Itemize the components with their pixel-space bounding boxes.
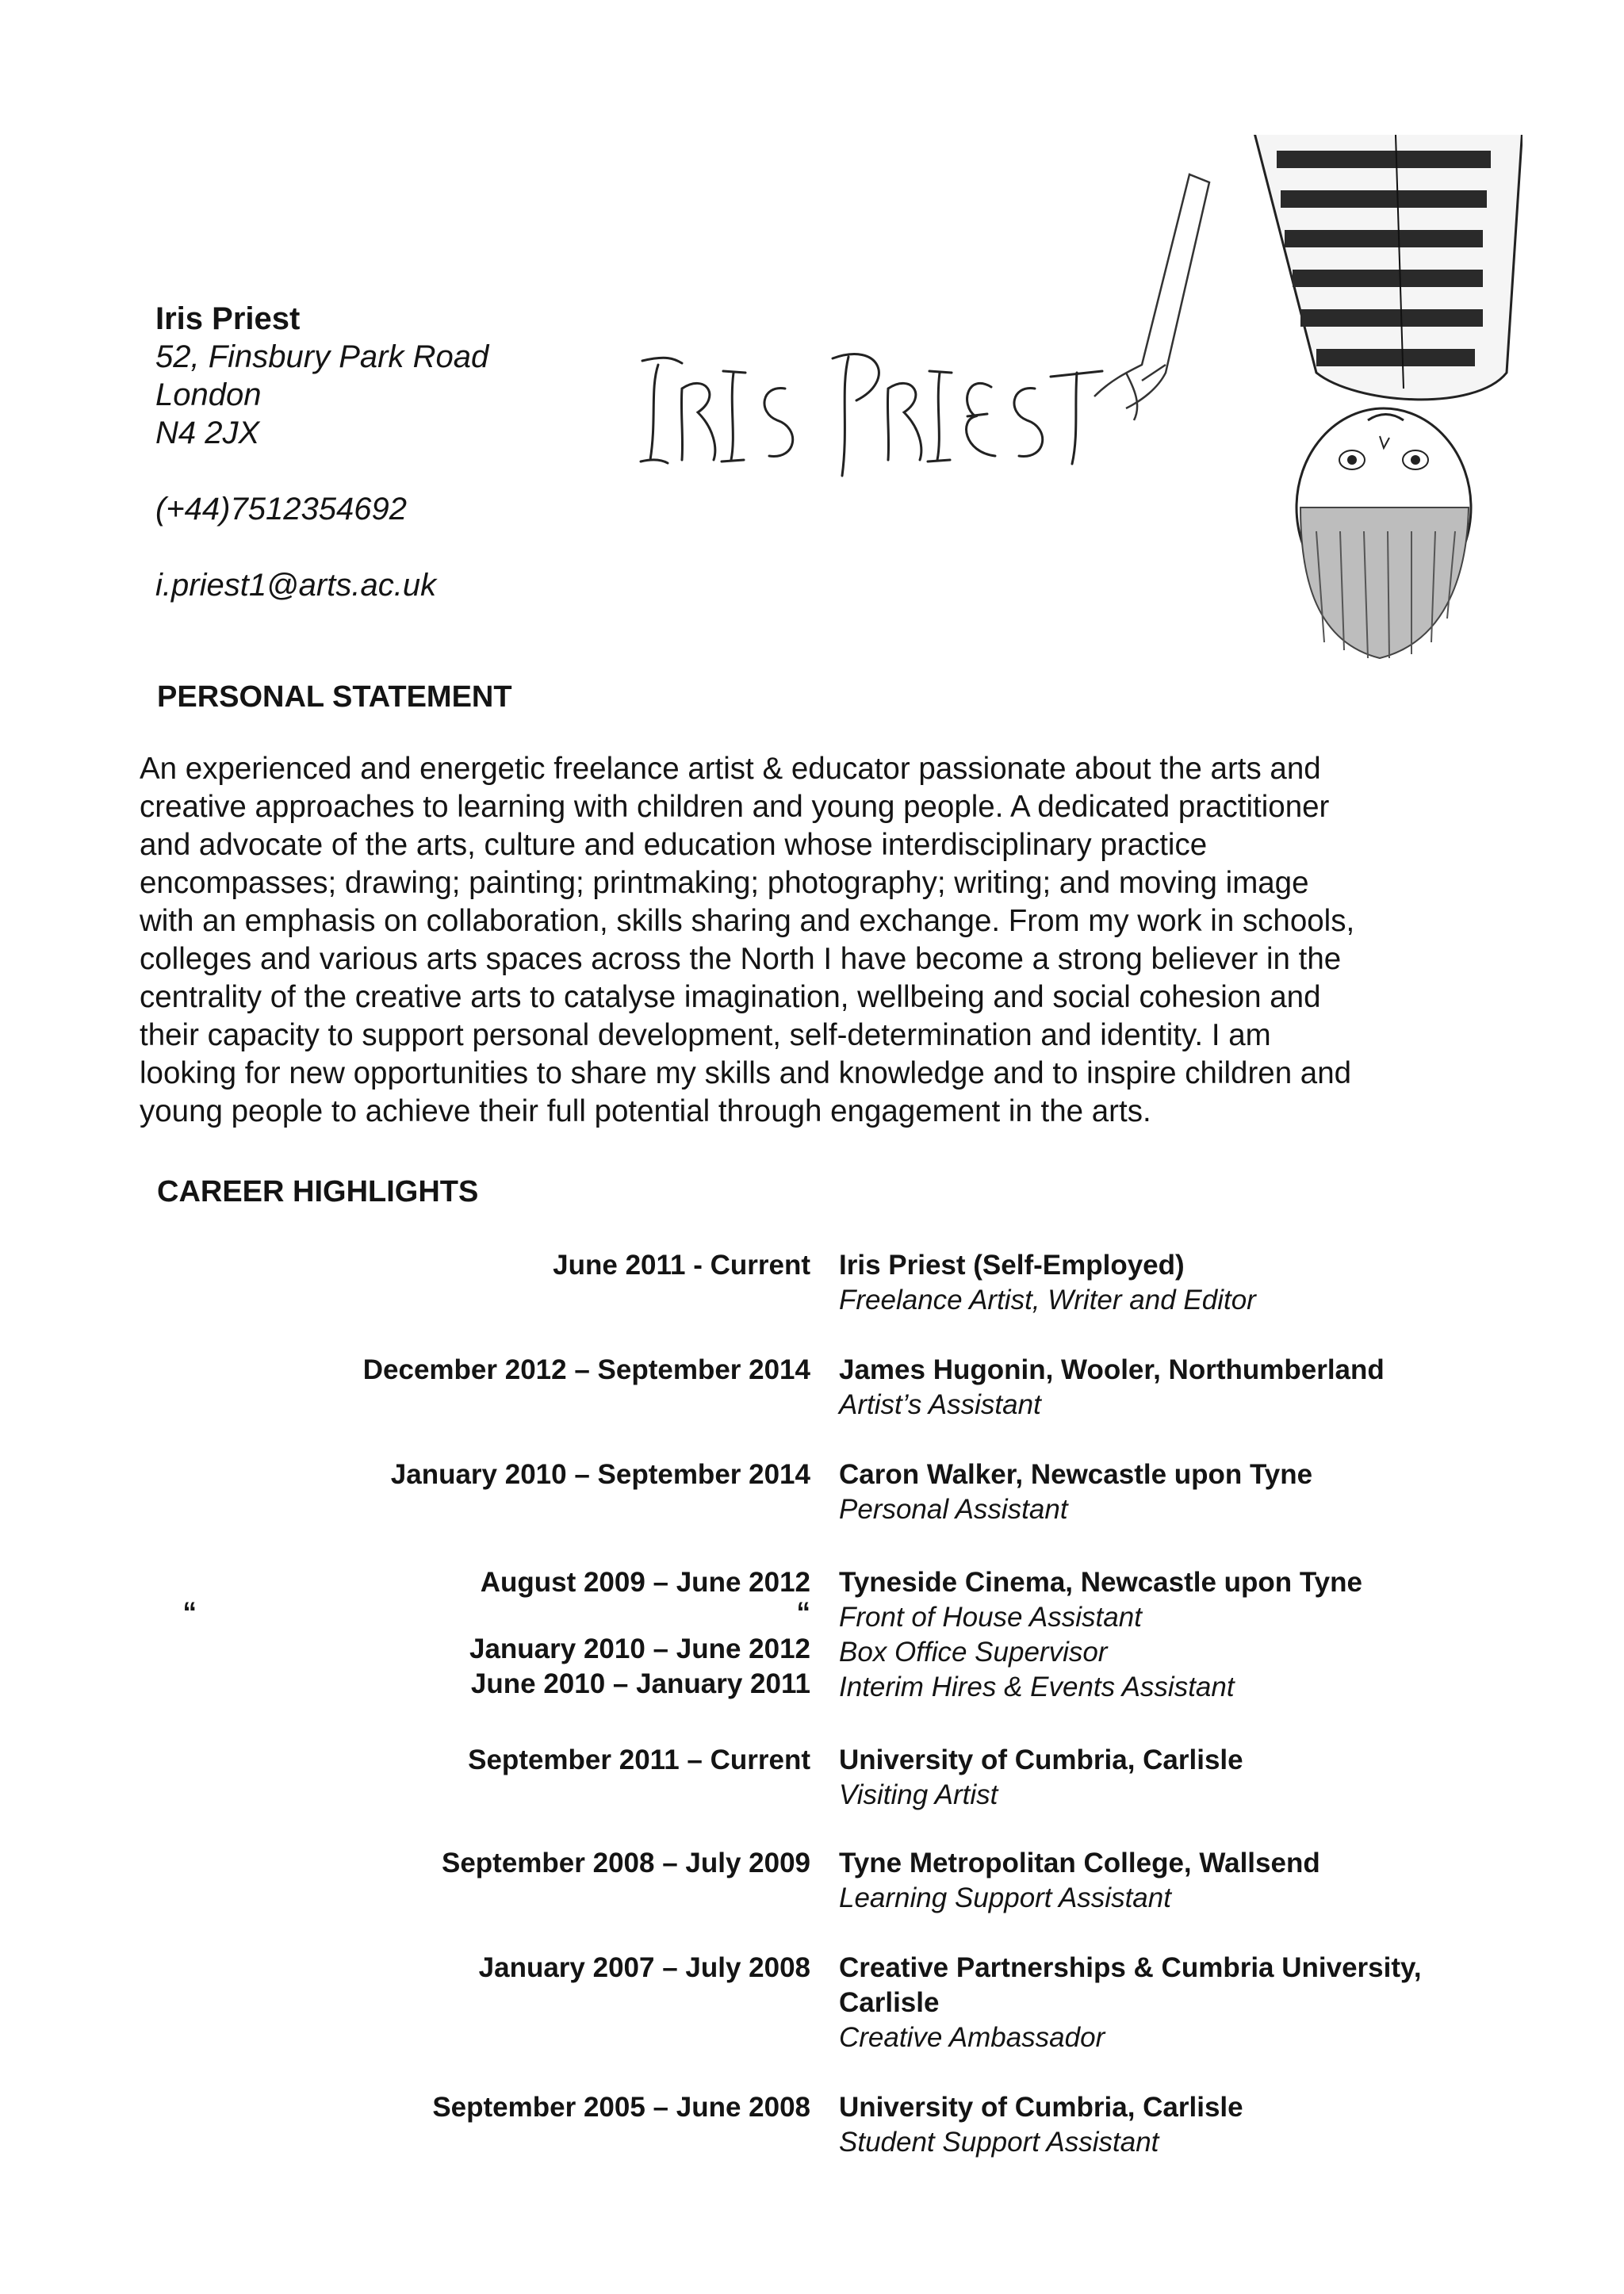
contact-block: [155, 300, 488, 604]
statement-line: encompasses; drawing; painting; printmaking; photography; writing; and moving image: [140, 866, 1309, 900]
entry-role: Student Support Assistant: [839, 2127, 1159, 2158]
applicant-name: Iris Priest: [155, 301, 301, 336]
statement-line: their capacity to support personal development, self-determination and identity. I am: [140, 1018, 1271, 1052]
statement-line: young people to achieve their full potential through engagement in the arts.: [140, 1094, 1151, 1128]
entry-dates: September 2008 – July 2009: [441, 1848, 810, 1878]
statement-line: and advocate of the arts, culture and education whose interdisciplinary practice: [140, 828, 1208, 862]
entry-role: Creative Ambassador: [839, 2022, 1105, 2053]
entry-dates: September 2005 – June 2008: [432, 2092, 810, 2123]
entry-organisation: Caron Walker, Newcastle upon Tyne: [839, 1459, 1313, 1490]
signature-logo: [641, 354, 1102, 476]
entry-dates: September 2011 – Current: [468, 1744, 810, 1775]
career-highlights-heading: CAREER HIGHLIGHTS: [157, 1175, 479, 1208]
address-line: 52, Finsbury Park Road: [155, 339, 489, 374]
entry-role: Box Office Supervisor: [839, 1637, 1108, 1668]
entry-dates: January 2010 – September 2014: [390, 1459, 810, 1490]
entry-organisation: University of Cumbria, Carlisle: [839, 1744, 1243, 1775]
statement-line: centrality of the creative arts to catalyse imagination, wellbeing and social cohesion and: [140, 980, 1321, 1014]
entry-role: Freelance Artist, Writer and Editor: [839, 1285, 1256, 1316]
entry-organisation: Carlisle: [839, 1987, 940, 2018]
entry-dates: August 2009 – June 2012: [480, 1567, 810, 1598]
phone-number: (+44)7512354692: [155, 492, 407, 527]
statement-line: An experienced and energetic freelance artist & educator passionate about the arts and: [140, 752, 1321, 786]
statement-line: colleges and various arts spaces across the North I have become a strong believer in the: [140, 942, 1342, 976]
entry-role: Artist’s Assistant: [839, 1389, 1041, 1420]
address-postcode: N4 2JX: [155, 416, 260, 450]
striped-dress: [1253, 135, 1522, 400]
entry-organisation: Tyne Metropolitan College, Wallsend: [839, 1848, 1320, 1878]
entry-organisation: Creative Partnerships & Cumbria University,: [839, 1952, 1422, 1983]
entry-organisation: Iris Priest (Self-Employed): [839, 1250, 1185, 1281]
upside-down-head: [1297, 408, 1471, 658]
ditto-mark: “: [796, 1597, 810, 1628]
entry-dates: January 2010 – June 2012: [469, 1633, 810, 1664]
entry-dates: June 2010 – January 2011: [470, 1668, 810, 1699]
ditto-mark: “: [182, 1597, 197, 1628]
personal-statement-text: [140, 750, 1472, 1131]
entry-role: Visiting Artist: [839, 1779, 998, 1810]
artist-illustration: [619, 135, 1522, 690]
entry-dates: December 2012 – September 2014: [362, 1354, 810, 1385]
entry-organisation: James Hugonin, Wooler, Northumberland: [839, 1354, 1385, 1385]
entry-dates: January 2007 – July 2008: [478, 1952, 810, 1983]
entry-dates: June 2011 - Current: [553, 1250, 810, 1281]
entry-organisation: University of Cumbria, Carlisle: [839, 2092, 1243, 2123]
statement-line: creative approaches to learning with children and young people. A dedicated practitioner: [140, 790, 1330, 824]
entry-role: Personal Assistant: [839, 1494, 1068, 1525]
entry-organisation: Tyneside Cinema, Newcastle upon Tyne: [839, 1567, 1362, 1598]
entry-role: Learning Support Assistant: [839, 1882, 1171, 1913]
statement-line: looking for new opportunities to share my skills and knowledge and to inspire children and: [140, 1056, 1352, 1090]
personal-statement-heading: PERSONAL STATEMENT: [157, 680, 512, 714]
entry-role: Front of House Assistant: [839, 1602, 1142, 1633]
address-city: London: [155, 377, 262, 412]
email-address: i.priest1@arts.ac.uk: [155, 568, 437, 603]
statement-line: with an emphasis on collaboration, skills sharing and exchange. From my work in schools,: [140, 904, 1355, 938]
entry-role: Interim Hires & Events Assistant: [839, 1672, 1235, 1702]
